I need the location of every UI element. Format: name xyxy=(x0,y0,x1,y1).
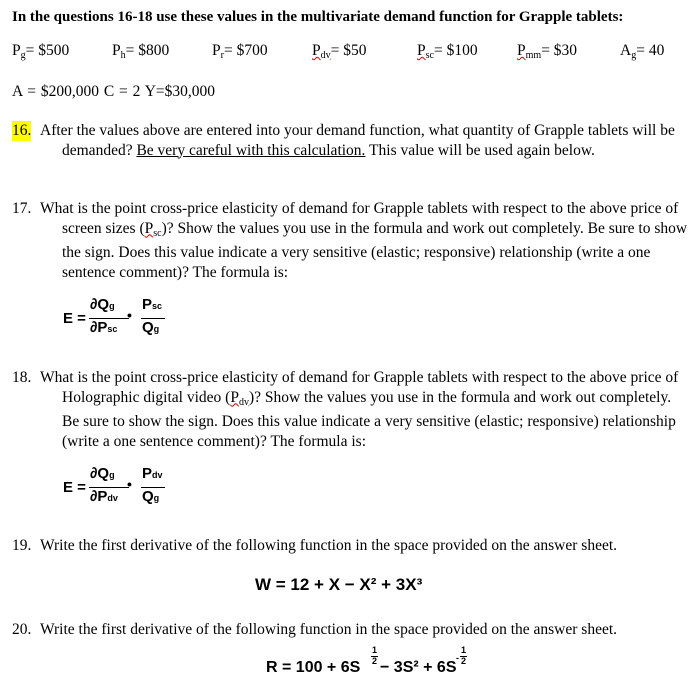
value-pr: $P_r=$ $700 xyxy=(212,42,268,61)
equation-19: W = 12 + X − X² + 3X³ xyxy=(255,575,423,594)
value-psc: $P_{sc}=$ $100 xyxy=(417,42,478,61)
value-pdv: $P_{dv}=$ $50 xyxy=(312,42,367,61)
question-19: 19. Write the first derivative of the following function in the space provided on the answer sheet. xyxy=(12,537,618,554)
value-ag: $A_g= 40$ xyxy=(620,42,665,61)
instructions-header: In the questions 16-18 use these values in the multivariate demand function for Grapple tablets: xyxy=(12,9,624,25)
question-20: 20. Write the first derivative of the following function in the space provided on the answer sheet. xyxy=(12,621,618,638)
question-16-number: 16. xyxy=(12,122,32,139)
question-18: 18. What is the point cross-price elasticity of demand for Grapple tablets with respect to the above price of Holographic digital video $(P_{dv})$? Show the values you use in the formula and work out completely. Be sure to show the sign. Does this value indicate a very sensitive (elastic; responsive) relationship (write a one sentence comment)? The formula is: xyxy=(12,369,679,450)
question-17: 17. What is the point cross-price elasticity of demand for Grapple tablets with respect to the above price of screen sizes $(P_{sc})$? Show the values you use in the formula and work out completely. Be sure to show the sign. Does this value indicate a very sensitive (elastic; responsive) relationship (write a one sentence comment)? The formula is: xyxy=(12,200,688,281)
question-16: 16. After the values above are entered into your demand function, what quantity of Grapple tablets will be demanded? Be very careful with this calculation. This value will be used again below. xyxy=(12,122,675,159)
value-pg: $P_g=$ $500 xyxy=(12,42,70,61)
value-ph: $P_h=$ $800 xyxy=(112,42,170,61)
value-pmm: $P_{mm}=$ $30 xyxy=(517,42,578,61)
values-row-2: A = $200,000 C = 2 Y=$30,000 xyxy=(12,83,216,100)
